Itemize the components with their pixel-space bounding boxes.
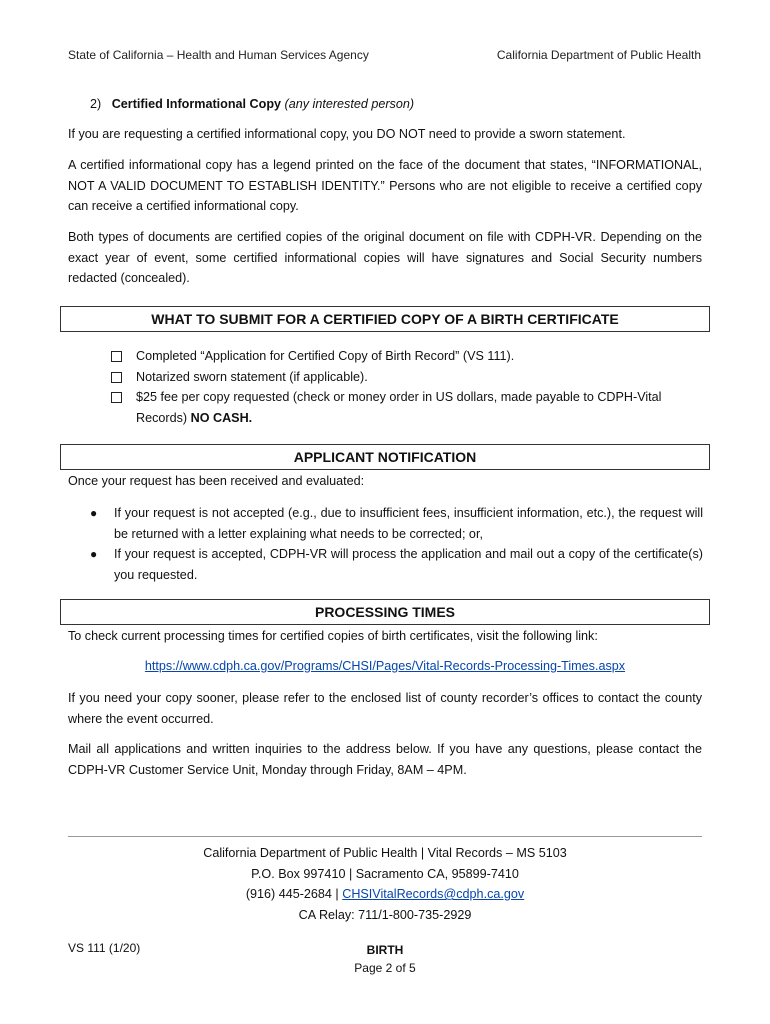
- checklist-item: $25 fee per copy requested (check or money order in US dollars, made payable to CDPH-Vital Records) NO CASH.: [111, 387, 706, 428]
- footer-phone: (916) 445-2684 |: [245, 887, 339, 901]
- section-title: Certified Informational Copy: [111, 97, 282, 111]
- paragraph-document-types: Both types of documents are certified copies of the original document on file with CDPH-VR. Depending on the exact year of event, some certified informational copies will have signatures and Social Security numbers redacted (concealed).: [68, 230, 702, 285]
- footer-email-link[interactable]: CHSIVitalRecords@cdph.ca.gov: [342, 887, 525, 901]
- no-cash-note: NO CASH.: [190, 410, 253, 425]
- footer-line-department: California Department of Public Health | Vital Records – MS 5103: [203, 846, 567, 860]
- section-qualifier: (any interested person): [284, 97, 415, 111]
- list-item: ● If your request is not accepted (e.g., due to insufficient fees, insufficient information, etc.), the request will be returned with a letter explaining what needs to be corrected; or,: [90, 503, 703, 544]
- checklist-item: Completed “Application for Certified Copy of Birth Record” (VS 111).: [111, 346, 706, 367]
- heading-what-to-submit: WHAT TO SUBMIT FOR A CERTIFIED COPY OF A BIRTH CERTIFICATE: [60, 306, 710, 332]
- processing-times-link-row: [0, 656, 770, 676]
- bullet-icon: ●: [90, 506, 98, 520]
- header-agency: State of California – Health and Human Services Agency: [68, 48, 369, 62]
- paragraph-need-sooner: If you need your copy sooner, please refer to the enclosed list of county recorder’s offices to contact the county where the event occurred.: [68, 691, 702, 726]
- page-footer-center: [0, 941, 770, 977]
- processing-intro: To check current processing times for certified copies of birth certificates, visit the following link:: [68, 629, 598, 643]
- heading-processing-times: PROCESSING TIMES: [60, 599, 710, 625]
- processing-times-link[interactable]: https://www.cdph.ca.gov/Programs/CHSI/Pages/Vital-Records-Processing-Times.aspx: [144, 659, 626, 673]
- footer-line-contact: [0, 884, 770, 905]
- page-number: Page 2 of 5: [354, 961, 416, 975]
- form-number: VS 111 (1/20): [68, 941, 141, 955]
- notification-intro: Once your request has been received and evaluated:: [68, 474, 365, 488]
- paragraph-informational-legend: A certified informational copy has a legend printed on the face of the document that states, “INFORMATIONAL, NOT A VALID DOCUMENT TO ESTABLISH IDENTITY.” Persons who are not eligible to receive a certified copy can receive a certified informational copy.: [68, 158, 702, 213]
- section-2-title: [90, 94, 414, 114]
- checkbox-icon: [111, 372, 122, 383]
- footer-line-pobox: P.O. Box 997410 | Sacramento CA, 95899-7410: [251, 866, 519, 881]
- checkbox-icon: [111, 351, 122, 362]
- list-item: ● If your request is accepted, CDPH-VR will process the application and mail out a copy of the certificate(s) you requested.: [90, 544, 703, 585]
- header-department: California Department of Public Health: [496, 48, 701, 62]
- footer-divider: [68, 836, 702, 837]
- footer-line-relay: CA Relay: 711/1-800-735-2929: [298, 907, 472, 922]
- heading-applicant-notification: APPLICANT NOTIFICATION: [60, 444, 710, 470]
- submit-checklist: [111, 346, 706, 428]
- footer-address: [0, 843, 770, 925]
- checklist-item: Notarized sworn statement (if applicable).: [111, 367, 706, 388]
- page-title: BIRTH: [366, 943, 404, 957]
- section-number: 2): [90, 97, 102, 111]
- paragraph-mail-inquiries: Mail all applications and written inquiries to the address below. If you have any questions, please contact the CDPH-VR Customer Service Unit, Monday through Friday, 8AM – 4PM.: [68, 742, 702, 777]
- checkbox-icon: [111, 392, 122, 403]
- notification-bullets: [90, 503, 703, 585]
- bullet-icon: ●: [90, 547, 98, 561]
- paragraph-no-sworn-statement: If you are requesting a certified informational copy, you DO NOT need to provide a sworn statement.: [68, 127, 626, 141]
